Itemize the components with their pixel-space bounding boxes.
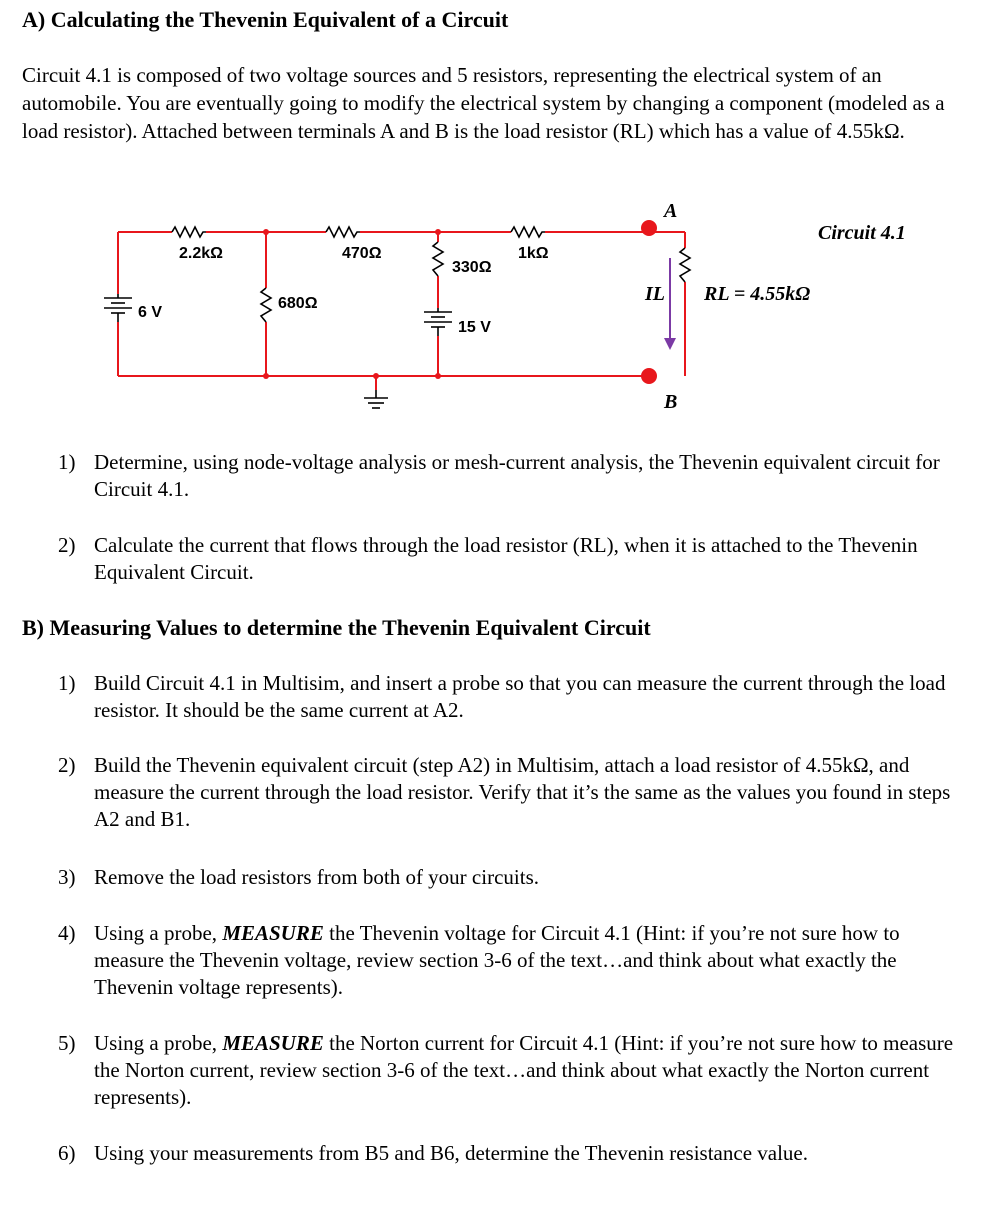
- junction-dot: [435, 229, 441, 235]
- battery-15v-icon: [424, 308, 452, 336]
- item-number: 2): [58, 753, 76, 777]
- item-text: Build the Thevenin equivalent circuit (step A2) in Multisim, attach a load resistor of 4.55kΩ, and measure the current through the load resistor. Verify that it’s the same as the values you found in steps A2 and B1.: [94, 753, 951, 831]
- junction-dot: [435, 373, 441, 379]
- item-number: 2): [58, 533, 76, 557]
- item-text-post: the Norton current for Circuit 4.1 (Hint: if you’re not sure how to measure the Norton current, review section 3-6 of the text…and think about what exactly the Norton current represents).: [94, 1031, 954, 1109]
- junction-dot: [263, 373, 269, 379]
- label-terminal-b: B: [664, 391, 678, 413]
- item-number: 3): [58, 865, 76, 889]
- resistor-470: [326, 227, 360, 237]
- junction-dot: [263, 229, 269, 235]
- item-text: Using your measurements from B5 and B6, determine the Thevenin resistance value.: [94, 1141, 808, 1165]
- battery-6v-icon: [104, 294, 132, 322]
- label-load-resistor: RL = 4.55kΩ: [704, 283, 811, 305]
- current-arrow-head-icon: [664, 338, 676, 350]
- measure-emphasis: MEASURE: [222, 1031, 324, 1055]
- item-text: [94, 920, 974, 1001]
- item-text-pre: Using a probe,: [94, 1031, 223, 1055]
- label-r-680: 680Ω: [278, 295, 318, 312]
- item-text-pre: Using a probe,: [94, 921, 223, 945]
- circuit-4-1-diagram: [80, 190, 960, 430]
- label-r-1k: 1kΩ: [518, 245, 549, 262]
- resistor-680: [261, 288, 271, 322]
- item-text: Build Circuit 4.1 in Multisim, and insert a probe so that you can measure the current through the load resistor. It should be the same current at A2.: [94, 671, 946, 722]
- label-current: IL: [645, 283, 665, 305]
- section-a-heading: A) Calculating the Thevenin Equivalent of a Circuit: [22, 7, 509, 32]
- junction-dot: [373, 373, 379, 379]
- label-v-15: 15 V: [458, 319, 491, 336]
- circuit-title: Circuit 4.1: [818, 222, 906, 244]
- resistor-load: [680, 248, 690, 282]
- label-r-470: 470Ω: [342, 245, 382, 262]
- item-text: Remove the load resistors from both of your circuits.: [94, 865, 539, 889]
- item-number: 5): [58, 1031, 76, 1055]
- item-text-post: the Thevenin voltage for Circuit 4.1 (Hint: if you’re not sure how to measure the Thevenin voltage, review section 3-6 of the text…and think about what exactly the Thevenin voltage represents).: [94, 921, 900, 999]
- terminal-b-node: [641, 368, 657, 384]
- item-number: 4): [58, 921, 76, 945]
- item-number: 1): [58, 450, 76, 474]
- measure-emphasis: MEASURE: [222, 921, 324, 945]
- section-a-intro: Circuit 4.1 is composed of two voltage sources and 5 resistors, representing the electrical system of an automobile. You are eventually going to modify the electrical system by changing a component (modeled as a load resistor). Attached between terminals A and B is the load resistor (RL) which has a value of 4.55kΩ.: [22, 63, 945, 143]
- item-text: Determine, using node-voltage analysis or mesh-current analysis, the Thevenin equivalent circuit for Circuit 4.1.: [94, 450, 940, 501]
- ground-icon: [364, 390, 388, 408]
- terminal-a-node: [641, 220, 657, 236]
- label-r-330: 330Ω: [452, 259, 492, 276]
- item-text: Calculate the current that flows through the load resistor (RL), when it is attached to the Thevenin Equivalent Circuit.: [94, 533, 918, 584]
- item-text: [94, 1030, 974, 1111]
- item-number: 1): [58, 671, 76, 695]
- label-terminal-a: A: [664, 200, 678, 222]
- resistor-2-2k: [172, 227, 206, 237]
- resistor-330: [433, 242, 443, 276]
- label-v-6: 6 V: [138, 304, 163, 321]
- label-r-2-2k: 2.2kΩ: [179, 245, 223, 262]
- item-number: 6): [58, 1141, 76, 1165]
- resistor-1k: [511, 227, 545, 237]
- section-b-heading: B) Measuring Values to determine the Thevenin Equivalent Circuit: [22, 615, 651, 640]
